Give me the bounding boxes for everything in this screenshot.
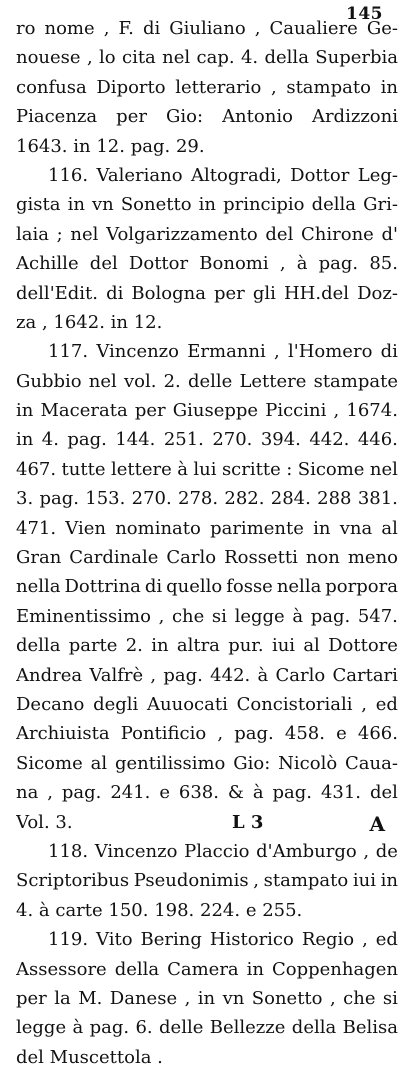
text-line: 117. Vincenzo Ermanni , l'Homero di	[48, 341, 398, 363]
text-line: 4. à carte 150. 198. 224. e 255.	[16, 899, 303, 921]
text-line: Eminentissimo , che si legge à pag. 547.	[16, 605, 398, 627]
text-line: 3. pag. 153. 270. 278. 282. 284. 288 381.	[16, 488, 398, 510]
signature-mark: L 3	[232, 812, 264, 833]
text-line: 1643. in 12. pag. 29.	[16, 135, 205, 157]
text-line: Assessore della Camera in Coppenhagen	[16, 958, 398, 980]
text-line: in Macerata per Giuseppe Piccini , 1674.	[16, 400, 398, 422]
text-line: in 4. pag. 144. 251. 270. 394. 442. 446.	[16, 429, 398, 451]
text-line: Scriptoribus Pseudonimis , stampato iui in	[16, 870, 398, 892]
text-line: ro nome , F. di Giuliano , Caualiere Ge-	[16, 18, 398, 39]
text-line: Gubbio nel vol. 2. delle Lettere stampate	[16, 370, 398, 392]
text-line: Archiuista Pontificio , pag. 458. e 466.	[16, 723, 398, 745]
text-line: 467. tutte lettere à lui scritte : Sicome nel	[16, 458, 398, 480]
text-line: del Muscettola .	[16, 1046, 163, 1068]
text-line: za , 1642. in 12.	[16, 311, 163, 333]
text-line: nella Dottrina di quello fosse nella porpora	[16, 576, 398, 598]
text-line: 471. Vien nominato parimente in vna al	[16, 517, 398, 539]
text-line: Vol. 3.	[16, 811, 73, 833]
text-line: Gran Cardinale Carlo Rossetti non meno	[16, 547, 398, 569]
text-line: Achille del Dottor Bonomi , à pag. 85.	[16, 253, 398, 275]
text-line: per la M. Danese , in vn Sonetto , che si	[16, 987, 398, 1009]
text-line: confusa Diporto letterario , stampato in	[16, 76, 398, 98]
text-line: gista in vn Sonetto in principio della Gri-	[16, 194, 398, 216]
text-line: 119. Vito Bering Historico Regio , ed	[48, 929, 398, 951]
text-body	[16, 14, 398, 1072]
text-line: Sicome al gentilissimo Gio: Nicolò Caua-	[16, 752, 398, 774]
text-line: 118. Vincenzo Placcio d'Amburgo , de	[48, 840, 398, 862]
text-line: nouese , lo cita nel cap. 4. della Superbia	[16, 47, 398, 69]
page-number: 145	[346, 4, 383, 24]
catchword: A	[369, 812, 385, 836]
text-line: Andrea Valfrè , pag. 442. à Carlo Cartari	[16, 664, 398, 686]
text-line: Decano degli Auuocati Concistoriali , ed	[16, 693, 398, 715]
text-line: della parte 2. in altra pur. iui al Dottore	[16, 635, 398, 657]
text-line: legge à pag. 6. delle Bellezze della Belisa	[16, 1017, 398, 1039]
text-line: 116. Valeriano Altogradi, Dottor Leg-	[48, 164, 398, 186]
text-line: Piacenza per Gio: Antonio Ardizzoni	[16, 106, 398, 128]
text-line: dell'Edit. di Bologna per gli HH.del Doz-	[16, 282, 398, 304]
text-line: laia ; nel Volgarizzamento del Chirone d'	[16, 223, 398, 245]
text-line: na , pag. 241. e 638. & à pag. 431. del	[16, 782, 398, 804]
